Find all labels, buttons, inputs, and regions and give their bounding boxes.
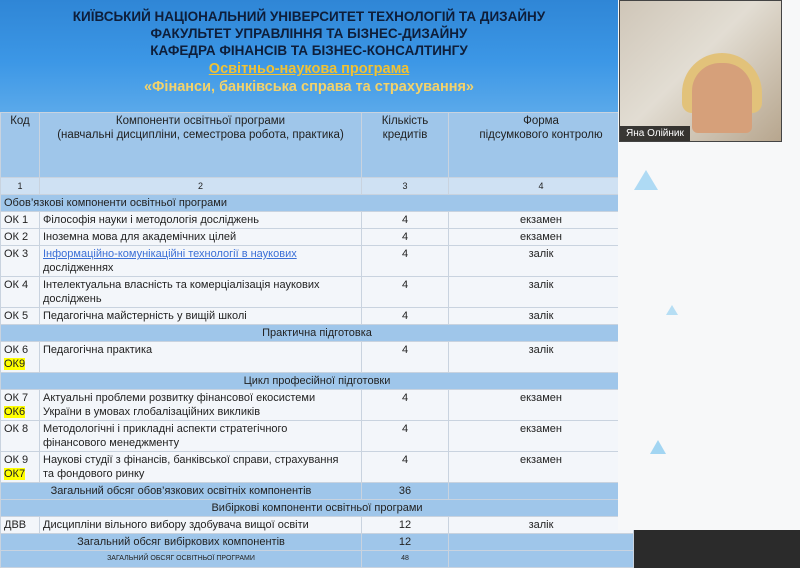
decorative-triangle: [650, 440, 666, 454]
header-credits-l1: Кількість: [381, 115, 429, 127]
row-form: залік: [449, 246, 634, 277]
row-credits: 4: [362, 308, 449, 325]
section-professional: Цикл професійної підготовки: [1, 373, 634, 390]
row-name: [40, 277, 362, 308]
total-mandatory-label: Загальний обсяг обов’язкових освітніх компонентів: [1, 483, 362, 500]
row-form: залік: [449, 277, 634, 308]
col-num-1: 1: [1, 178, 40, 195]
row-credits: 4: [362, 246, 449, 277]
table-row: [1, 277, 634, 308]
row-name: [40, 390, 362, 421]
decorative-triangle: [634, 170, 658, 190]
row-credits: 4: [362, 342, 449, 373]
row-name-cont: досліджень: [43, 293, 102, 305]
header-components: [40, 113, 362, 178]
row-code-highlight: ОК9: [4, 358, 26, 370]
row-credits: 4: [362, 390, 449, 421]
section-row: [1, 325, 634, 342]
row-name: Іноземна мова для академічних цілей: [40, 229, 362, 246]
faculty-title: ФАКУЛЬТЕТ УПРАВЛІННЯ ТА БІЗНЕС-ДИЗАЙНУ: [150, 26, 468, 41]
header-code: Код: [1, 113, 40, 178]
total-program-empty: [449, 551, 634, 568]
row-name: Педагогічна майстерність у вищій школі: [40, 308, 362, 325]
row-form: екзамен: [449, 421, 634, 452]
row-name-cont: дослідженнях: [43, 262, 114, 274]
row-code: ОК 2: [1, 229, 40, 246]
row-code: [1, 390, 40, 421]
section-mandatory: Обов’язкові компоненти освітньої програми: [1, 195, 634, 212]
header-control-form: [449, 113, 634, 178]
section-row: [1, 500, 634, 517]
row-name-l1: Інтелектуальна власність та комерціалізація наукових: [43, 279, 320, 291]
row-name-cont: та фондового ринку: [43, 468, 145, 480]
section-elective: Вибіркові компоненти освітньої програми: [1, 500, 634, 517]
row-code: ОК 8: [1, 421, 40, 452]
university-title: КИЇВСЬКИЙ НАЦІОНАЛЬНИЙ УНІВЕРСИТЕТ ТЕХНОЛОГІЙ ТА ДИЗАЙНУ: [72, 9, 546, 24]
row-code-l1: ОК 6: [4, 344, 29, 356]
table-header-row: [1, 113, 634, 178]
row-name-l1: Наукові студії з фінансів, банківської справи, страхування: [43, 454, 339, 466]
row-name: [40, 246, 362, 277]
decorative-triangle: [666, 305, 678, 315]
row-name-cont: України в умовах глобалізаційних викликів: [43, 406, 261, 418]
total-mandatory-empty: [449, 483, 634, 500]
row-name: [40, 421, 362, 452]
row-name: Дисципліни вільного вибору здобувача вищої освіти: [40, 517, 362, 534]
col-num-4: 4: [449, 178, 634, 195]
row-form: залік: [449, 308, 634, 325]
department-title: КАФЕДРА ФІНАНСІВ ТА БІЗНЕС-КОНСАЛТИНГУ: [150, 43, 468, 58]
row-name: Педагогічна практика: [40, 342, 362, 373]
row-credits: 4: [362, 421, 449, 452]
row-code-l1: ОК 7: [4, 392, 29, 404]
row-credits: 12: [362, 517, 449, 534]
table-row: [1, 246, 634, 277]
row-code: ОК 5: [1, 308, 40, 325]
row-credits: 4: [362, 212, 449, 229]
row-form: екзамен: [449, 212, 634, 229]
row-name-l1: Актуальні проблеми розвитку фінансової екосистеми: [43, 392, 316, 404]
table-row: [1, 212, 634, 229]
total-program-label: ЗАГАЛЬНИЙ ОБСЯГ ОСВІТНЬОЇ ПРОГРАМИ: [1, 551, 362, 568]
row-form: залік: [449, 517, 634, 534]
participant-video-tile[interactable]: [619, 0, 782, 142]
row-code: [1, 452, 40, 483]
total-elective-value: 12: [362, 534, 449, 551]
row-form: екзамен: [449, 452, 634, 483]
ict-course-link[interactable]: Інформаційно-комунікаційні технології в наукових: [43, 248, 297, 260]
row-credits: 4: [362, 277, 449, 308]
header-credits-l2: кредитів: [382, 129, 428, 141]
table-row: [1, 390, 634, 421]
row-form: екзамен: [449, 390, 634, 421]
total-elective-empty: [449, 534, 634, 551]
section-row: [1, 195, 634, 212]
row-code-highlight: ОК7: [4, 468, 26, 480]
total-elective-label: Загальний обсяг вибіркових компонентів: [1, 534, 362, 551]
row-code: ДВВ: [1, 517, 40, 534]
row-code-highlight: ОК6: [4, 406, 26, 418]
row-code-l1: ОК 9: [4, 454, 29, 466]
table-row: [1, 452, 634, 483]
program-type: Освітньо-наукова програма: [208, 61, 410, 77]
total-mandatory-row: [1, 483, 634, 500]
total-mandatory-value: 36: [362, 483, 449, 500]
header-components-l1: Компоненти освітньої програми: [115, 115, 286, 127]
header-form-l1: Форма: [523, 115, 559, 127]
section-practice: Практична підготовка: [1, 325, 634, 342]
row-code: ОК 1: [1, 212, 40, 229]
row-name: [40, 452, 362, 483]
total-elective-row: [1, 534, 634, 551]
column-numbers-row: [1, 178, 634, 195]
table-row: [1, 421, 634, 452]
table-row: [1, 308, 634, 325]
table-row: [1, 342, 634, 373]
header-components-l2: (навчальні дисципліни, семестрова робота, практика): [57, 129, 344, 141]
table-row: [1, 229, 634, 246]
table-row: [1, 517, 634, 534]
row-form: залік: [449, 342, 634, 373]
total-program-value: 48: [362, 551, 449, 568]
row-name: Філософія науки і методологія досліджень: [40, 212, 362, 229]
row-code: ОК 3: [1, 246, 40, 277]
col-num-3: 3: [362, 178, 449, 195]
row-credits: 4: [362, 229, 449, 246]
total-program-row: [1, 551, 634, 568]
row-code: [1, 342, 40, 373]
row-form: екзамен: [449, 229, 634, 246]
row-name-cont: фінансового менеджменту: [43, 437, 180, 449]
program-name: «Фінанси, банківська справа та страхування»: [143, 79, 474, 95]
participant-silhouette: [692, 63, 752, 133]
slide-header: [0, 0, 618, 112]
participant-name: Яна Олійник: [620, 126, 690, 141]
col-num-2: 2: [40, 178, 362, 195]
row-name-l1: Методологічні і прикладні аспекти стратегічного: [43, 423, 288, 435]
row-code: ОК 4: [1, 277, 40, 308]
program-table: [0, 112, 634, 568]
header-credits: [362, 113, 449, 178]
header-form-l2: підсумкового контролю: [479, 129, 603, 141]
row-credits: 4: [362, 452, 449, 483]
section-row: [1, 373, 634, 390]
